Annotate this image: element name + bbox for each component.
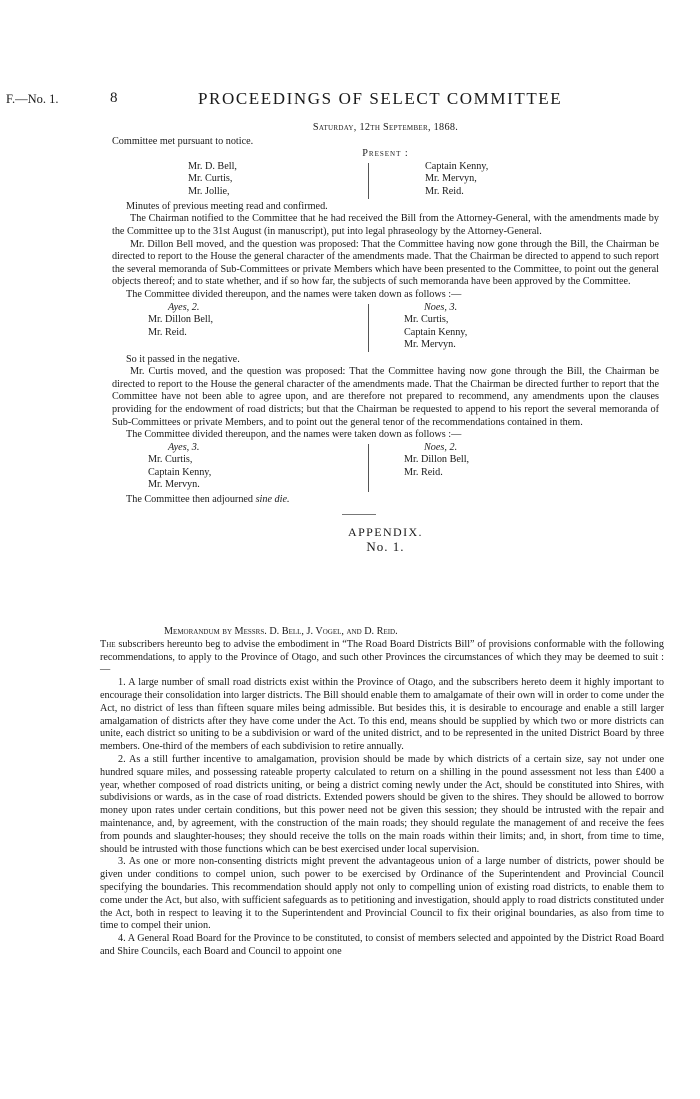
member-name: Captain Kenny, bbox=[425, 160, 489, 172]
attendance-right bbox=[425, 161, 488, 199]
noes-heading: Noes, 2. bbox=[424, 441, 458, 453]
appendix-title: APPENDIX. bbox=[348, 525, 423, 540]
member-name: Mr. Mervyn. bbox=[148, 479, 200, 491]
page-title: PROCEEDINGS OF SELECT COMMITTEE bbox=[198, 89, 563, 108]
member-name: Mr. Curtis, bbox=[148, 454, 193, 466]
division-1-ayes bbox=[148, 302, 213, 340]
section-separator bbox=[342, 514, 376, 516]
division-2-noes bbox=[404, 442, 469, 480]
meeting-date: Saturday, 12th September, 1868. bbox=[312, 122, 459, 133]
meeting-minutes bbox=[112, 122, 659, 559]
recommendation-3: 3. As one or more non-consenting districts might prevent the advantageous union of a large number of districts, power should be given under conditions to compel union, such power to be exercised by Ordinance of the Superintendent and Provincial Council specifying the boundaries. This recommendation should apply not only to compelling union of existing road districts, to enable them to come under the Act, but also, with sufficient safeguards as to petitioning and investigation, should apply to road districts constituted under the Act, both in respect to leaving it to the Superintendent and Provincial Council to fix their original boundaries, as also from time to time to compel their union. bbox=[100, 856, 664, 932]
member-name: Mr. Reid. bbox=[404, 466, 443, 478]
sine-die: sine die. bbox=[255, 493, 290, 505]
paragraph-motion-bell: Mr. Dillon Bell moved, and the question was proposed: That the Committee having now gone through the Bill, the Chairman be directed to report to the House the general character of the amendments made. That the Chairman be directed to append to such report the several memoranda of Sub-Committees or private Members which have been presented to the Committee, to point out the general objects thereof; and to state whether, and if so how far, the subjects of such memoranda have been approved by the Committee. bbox=[112, 238, 659, 288]
running-header bbox=[0, 88, 700, 110]
member-name: Mr. Dillon Bell, bbox=[404, 454, 470, 466]
member-name: Mr. Curtis, bbox=[188, 173, 233, 185]
division-intro: The Committee divided thereupon, and the names were taken down as follows :— bbox=[126, 429, 462, 441]
attendance-left bbox=[188, 161, 237, 199]
member-name: Mr. Curtis, bbox=[404, 314, 449, 326]
column-divider bbox=[368, 304, 369, 352]
intro-lead-word: The bbox=[100, 638, 116, 650]
division-2 bbox=[112, 442, 659, 494]
minutes-confirmed: Minutes of previous meeting read and confirmed. bbox=[126, 200, 328, 212]
adjournment bbox=[112, 494, 659, 507]
memorandum-authors: by Messrs. D. Bell, J. Vogel, and D. Reid. bbox=[222, 626, 398, 637]
present-label: Present : bbox=[362, 148, 409, 160]
memorandum-label: Memorandum bbox=[164, 626, 220, 637]
member-name: Mr. Dillon Bell, bbox=[148, 314, 214, 326]
member-name: Mr. Mervyn, bbox=[425, 173, 477, 185]
ayes-heading: Ayes, 2. bbox=[168, 301, 200, 313]
member-name: Mr. Mervyn. bbox=[404, 339, 456, 351]
member-name: Captain Kenny, bbox=[148, 466, 212, 478]
paragraph-chairman: The Chairman notified to the Committee that he had received the Bill from the Attorney-General, with the amendments made by the Committee up to the 31st August (in manuscript), put into legal phraseology by the Attorney-General. bbox=[112, 213, 659, 237]
ayes-heading: Ayes, 3. bbox=[168, 441, 200, 453]
division-1-noes bbox=[404, 302, 467, 352]
column-divider bbox=[368, 163, 369, 199]
attendance-list bbox=[112, 161, 659, 201]
recommendation-1: 1. A large number of small road districts exist within the Province of Otago, and the subscribers hereto deem it highly important to encourage their consolidation into larger districts. The Bill should enable them to amalgamate of their own will in order to come under the Act, no district of less than fifteen square miles being admissible. But besides this, it is desirable to encourage and enable a still larger amalgamation of districts after they have come under the Act. To this end, means should be supplied by which two or more districts can unite, each district so uniting to be a subdivision or ward of the united district, and to be represented in the united District Board by three members. One-third of the members of each subdivision to retire annually. bbox=[100, 677, 664, 753]
member-name: Captain Kenny, bbox=[404, 326, 468, 338]
recommendation-4: 4. A General Road Board for the Province to be constituted, to consist of members selected and appointed by the District Road Board and Shire Councils, each Board and Council to appoint one bbox=[100, 933, 664, 957]
appendix-number: No. 1. bbox=[366, 538, 405, 554]
member-name: Mr. Jollie, bbox=[188, 185, 230, 197]
column-divider bbox=[368, 444, 369, 492]
division-intro: The Committee divided thereupon, and the names were taken down as follows :— bbox=[126, 288, 462, 300]
paper-reference: F.—No. 1. bbox=[6, 92, 59, 106]
memorandum-heading bbox=[100, 626, 664, 639]
page-number: 8 bbox=[110, 90, 118, 106]
member-name: Mr. Reid. bbox=[425, 185, 464, 197]
noes-heading: Noes, 3. bbox=[424, 301, 458, 313]
member-name: Mr. D. Bell, bbox=[188, 160, 237, 172]
division-1 bbox=[112, 302, 659, 354]
memorandum-intro bbox=[100, 639, 664, 677]
division-2-ayes bbox=[148, 442, 211, 492]
intro-text: subscribers hereunto beg to advise the embodiment in “The Road Board Districts Bill” of provisions conformable with the following recommendations, to apply to the Province of Otago, and such other Provinces the circumstances of which they may be deemed to suit :— bbox=[100, 638, 664, 676]
adjournment-text: The Committee then adjourned bbox=[126, 493, 254, 505]
paragraph-motion-curtis: Mr. Curtis moved, and the question was proposed: That the Committee having now gone through the Bill, the Chairman be directed to report to the House the general character of the amendments made. That the Chairman be directed further to report that the Committee have not been able to agree upon, and are therefore not prepared to recommend, any amendments upon the clauses providing for the endowment of road districts; but that the Chairman be requested to append to his report the several memoranda of Sub-Committees or private Members, and to point out the general tenor of the recommendations contained in them. bbox=[112, 366, 659, 428]
recommendation-2: 2. As a still further incentive to amalgamation, provision should be made by which districts of a certain size, say not under one hundred square miles, and possessing rateable property calculated to return on a shilling in the pound assessment not less than £400 a year, whether composed of road districts uniting, or being a district coming newly under the Act, should be constituted into Shires, with subdivisions or wards, as in the case of road districts. Extended powers should be given to the shires. They should be allowed to borrow money upon rates under certain conditions, but this power need not be given this session; they should be intrusted with the repair and maintenance, and, by agreement, with the construction of the main roads; they should regulate the management of and receive the fees from pounds and slaughter-houses; they should receive the tolls on the main roads within their limits; and, in short, from time to time, should be intrusted with those functions which can be best exercised under local supervision. bbox=[100, 753, 664, 855]
division-result: So it passed in the negative. bbox=[126, 353, 240, 365]
member-name: Mr. Reid. bbox=[148, 326, 187, 338]
meeting-intro: Committee met pursuant to notice. bbox=[112, 135, 254, 147]
memorandum bbox=[100, 626, 664, 959]
